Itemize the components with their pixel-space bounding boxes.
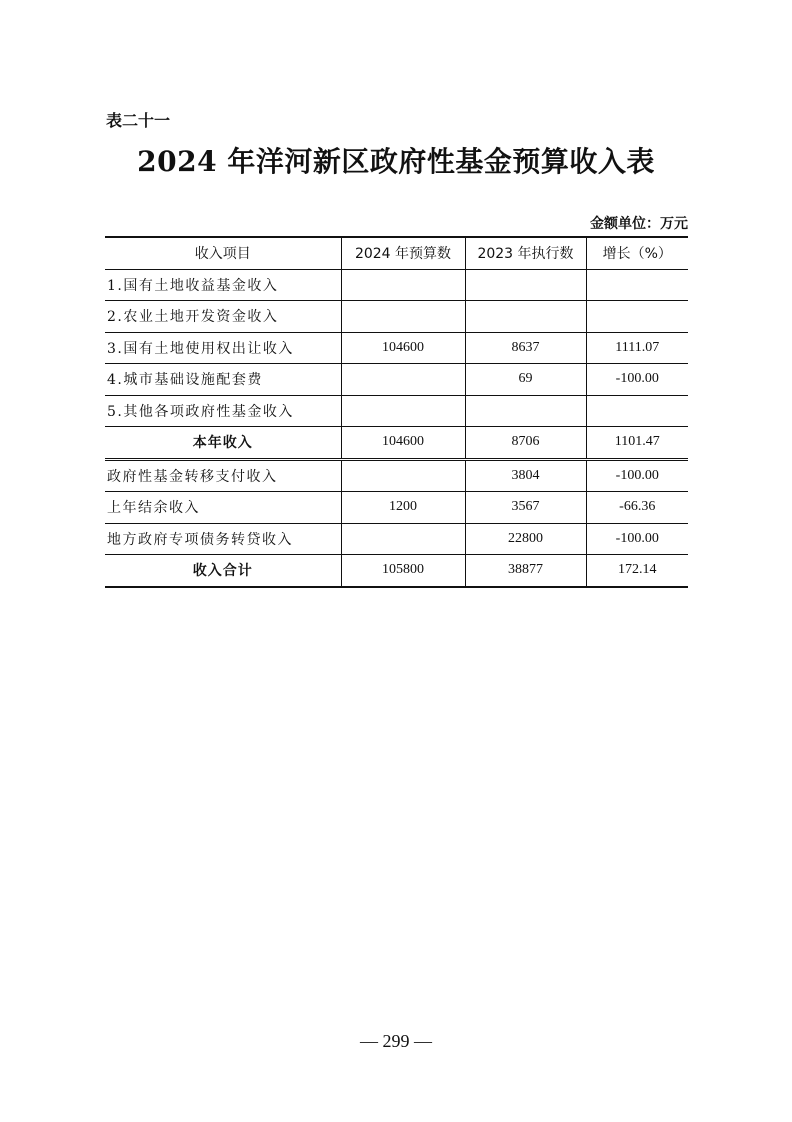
table-row — [105, 492, 688, 524]
row-growth: -100.00 — [586, 459, 688, 492]
row-budget-2024: 104600 — [341, 332, 465, 364]
table-row — [105, 395, 688, 427]
header-budget-2024: 2024 年预算数 — [341, 237, 465, 269]
table-header-row — [105, 237, 688, 269]
budget-table — [105, 236, 688, 588]
table-row — [105, 301, 688, 333]
row-actual-2023 — [465, 395, 586, 427]
row-budget-2024: 104600 — [341, 427, 465, 460]
row-growth: -100.00 — [586, 364, 688, 396]
row-actual-2023: 8706 — [465, 427, 586, 460]
page-title: 2024 年洋河新区政府性基金预算收入表 — [137, 145, 655, 178]
row-growth — [586, 395, 688, 427]
header-actual-2023: 2023 年执行数 — [465, 237, 586, 269]
table-row — [105, 364, 688, 396]
row-actual-2023 — [465, 301, 586, 333]
row-actual-2023: 8637 — [465, 332, 586, 364]
page-number: — 299 — — [360, 1031, 432, 1051]
row-growth: -100.00 — [586, 523, 688, 555]
total-label: 收入合计 — [105, 555, 341, 587]
row-item: 2.农业土地开发资金收入 — [105, 301, 341, 333]
row-budget-2024: 105800 — [341, 555, 465, 587]
row-growth: -66.36 — [586, 492, 688, 524]
row-budget-2024 — [341, 395, 465, 427]
table-row — [105, 332, 688, 364]
table-row — [105, 269, 688, 301]
table-row — [105, 523, 688, 555]
row-actual-2023: 69 — [465, 364, 586, 396]
unit-label: 金额单位：万元 — [590, 216, 688, 232]
row-budget-2024 — [341, 459, 465, 492]
row-actual-2023: 3567 — [465, 492, 586, 524]
row-growth: 172.14 — [618, 562, 657, 578]
row-actual-2023: 22800 — [465, 523, 586, 555]
row-item: 3.国有土地使用权出让收入 — [105, 332, 341, 364]
total-row — [105, 555, 688, 587]
row-item: 5.其他各项政府性基金收入 — [105, 395, 341, 427]
row-actual-2023: 3804 — [465, 459, 586, 492]
row-budget-2024 — [341, 301, 465, 333]
subtotal-row — [105, 427, 688, 460]
row-budget-2024 — [341, 523, 465, 555]
row-actual-2023: 38877 — [465, 555, 586, 587]
row-item: 上年结余收入 — [105, 492, 341, 524]
row-budget-2024 — [341, 269, 465, 301]
row-item: 1.国有土地收益基金收入 — [105, 269, 341, 301]
header-item: 收入项目 — [105, 237, 341, 269]
row-item: 4.城市基础设施配套费 — [105, 364, 341, 396]
subtotal-label: 本年收入 — [105, 427, 341, 460]
row-item: 地方政府专项债务转贷收入 — [105, 523, 341, 555]
row-budget-2024: 1200 — [341, 492, 465, 524]
row-growth — [586, 269, 688, 301]
row-actual-2023 — [465, 269, 586, 301]
header-growth: 增长（%） — [586, 237, 688, 269]
row-budget-2024 — [341, 364, 465, 396]
table-label: 表二十一 — [106, 111, 171, 130]
table-row — [105, 459, 688, 492]
row-item: 政府性基金转移支付收入 — [105, 459, 341, 492]
row-growth: 1101.47 — [586, 427, 688, 460]
row-growth: 1111.07 — [586, 332, 688, 364]
row-growth — [586, 301, 688, 333]
